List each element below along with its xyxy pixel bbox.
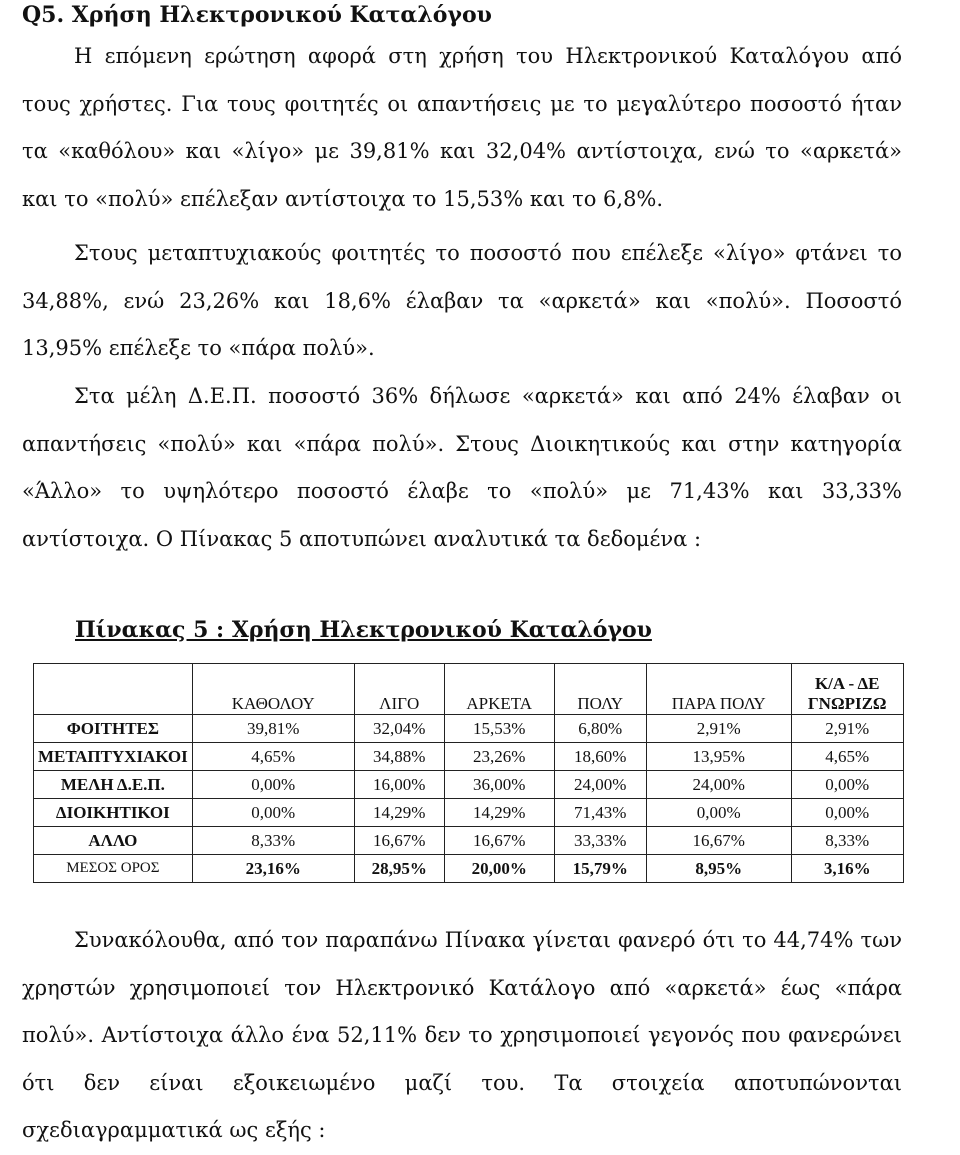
table-cell: 6,80%: [554, 715, 646, 743]
table-cell: 2,91%: [791, 715, 903, 743]
header-corner: [34, 664, 193, 715]
table-row-average: [34, 855, 904, 883]
table-cell: 18,60%: [554, 743, 646, 771]
paragraph-postgraduates: Στους μεταπτυχιακούς φοιτητές το ποσοστό που επέλεξε «λίγο» φτάνει το 34,88%, ενώ 23,26% και 18,6% έλαβαν τα «αρκετά» και «πολύ». Ποσοστό 13,95% επέλεξε το «πάρα πολύ».: [22, 241, 902, 360]
paragraph-staff: Στα μέλη Δ.Ε.Π. ποσοστό 36% δήλωσε «αρκετά» και από 24% έλαβαν οι απαντήσεις «πολύ» και «πάρα πολύ». Στους Διοικητικούς και στην κατηγορία «Άλλο» το υψηλότερο ποσοστό έλαβε το «πολύ» με 71,43% και 33,33% αντίστοιχα. Ο Πίνακας 5 αποτυπώνει αναλυτικά τα δεδομένα :: [22, 384, 902, 551]
table-title: Πίνακας 5 : Χρήση Ηλεκτρονικού Καταλόγου: [75, 617, 652, 643]
table-cell: 20,00%: [444, 855, 554, 883]
header-cell: ΠΑΡΑ ΠΟΛΥ: [646, 664, 791, 715]
header-cell: ΛΙΓΟ: [354, 664, 444, 715]
header-cell: Κ/Α - ΔΕ ΓΝΩΡΙΖΩ: [791, 664, 903, 715]
row-label: ΜΕΛΗ Δ.Ε.Π.: [34, 771, 193, 799]
table-cell: 0,00%: [791, 771, 903, 799]
row-label: ΔΙΟΙΚΗΤΙΚΟΙ: [34, 799, 193, 827]
row-label: ΜΕΤΑΠΤΥΧΙΑΚΟΙ: [34, 743, 193, 771]
row-label: ΜΕΣΟΣ ΟΡΟΣ: [34, 855, 193, 883]
paragraph-students: Η επόμενη ερώτηση αφορά στη χρήση του Ηλεκτρονικού Καταλόγου από τους χρήστες. Για τους φοιτητές οι απαντήσεις με το μεγαλύτερο ποσοστό ήταν τα «καθόλου» και «λίγο» με 39,81% και 32,04% αντίστοιχα, ενώ το «αρκετά» και το «πολύ» επέλεξαν αντίστοιχα το 15,53% και το 6,8%.: [22, 44, 902, 211]
table-cell: 16,67%: [646, 827, 791, 855]
table-cell: 36,00%: [444, 771, 554, 799]
table-row: [34, 799, 904, 827]
table-cell: 39,81%: [192, 715, 354, 743]
table-cell: 34,88%: [354, 743, 444, 771]
table-cell: 8,95%: [646, 855, 791, 883]
row-label: ΑΛΛΟ: [34, 827, 193, 855]
table-cell: 32,04%: [354, 715, 444, 743]
table-cell: 0,00%: [192, 771, 354, 799]
table-cell: 13,95%: [646, 743, 791, 771]
table-cell: 23,16%: [192, 855, 354, 883]
table-row: [34, 827, 904, 855]
table-cell: 33,33%: [554, 827, 646, 855]
table-cell: 0,00%: [791, 799, 903, 827]
table-cell: 71,43%: [554, 799, 646, 827]
table-cell: 28,95%: [354, 855, 444, 883]
table-cell: 4,65%: [192, 743, 354, 771]
table-cell: 8,33%: [192, 827, 354, 855]
table-cell: 2,91%: [646, 715, 791, 743]
table-cell: 14,29%: [444, 799, 554, 827]
table-cell: 15,79%: [554, 855, 646, 883]
table-cell: 3,16%: [791, 855, 903, 883]
table-cell: 0,00%: [192, 799, 354, 827]
table-cell: 8,33%: [791, 827, 903, 855]
usage-table: [33, 663, 904, 883]
table-cell: 16,00%: [354, 771, 444, 799]
table-cell: 14,29%: [354, 799, 444, 827]
header-cell: ΑΡΚΕΤΑ: [444, 664, 554, 715]
row-label: ΦΟΙΤΗΤΕΣ: [34, 715, 193, 743]
table-cell: 23,26%: [444, 743, 554, 771]
table-cell: 24,00%: [554, 771, 646, 799]
table-cell: 15,53%: [444, 715, 554, 743]
table-cell: 24,00%: [646, 771, 791, 799]
table-header-row: [34, 664, 904, 715]
table-row: [34, 715, 904, 743]
header-cell: ΠΟΛΥ: [554, 664, 646, 715]
header-cell: ΚΑΘΟΛΟΥ: [192, 664, 354, 715]
table-row: [34, 743, 904, 771]
section-heading: Q5. Χρήση Ηλεκτρονικού Καταλόγου: [22, 2, 492, 28]
table-row: [34, 771, 904, 799]
table-cell: 4,65%: [791, 743, 903, 771]
table-cell: 16,67%: [354, 827, 444, 855]
paragraph-conclusion: Συνακόλουθα, από τον παραπάνω Πίνακα γίνεται φανερό ότι το 44,74% των χρηστών χρησιμοποιεί τον Ηλεκτρονικό Κατάλογο από «αρκετά» έως «πάρα πολύ». Αντίστοιχα άλλο ένα 52,11% δεν το χρησιμοποιεί γεγονός που φανερώνει ότι δεν είναι εξοικειωμένο μαζί του. Τα στοιχεία αποτυπώνονται σχεδιαγραμματικά ως εξής :: [22, 928, 902, 1142]
table-cell: 0,00%: [646, 799, 791, 827]
table-cell: 16,67%: [444, 827, 554, 855]
